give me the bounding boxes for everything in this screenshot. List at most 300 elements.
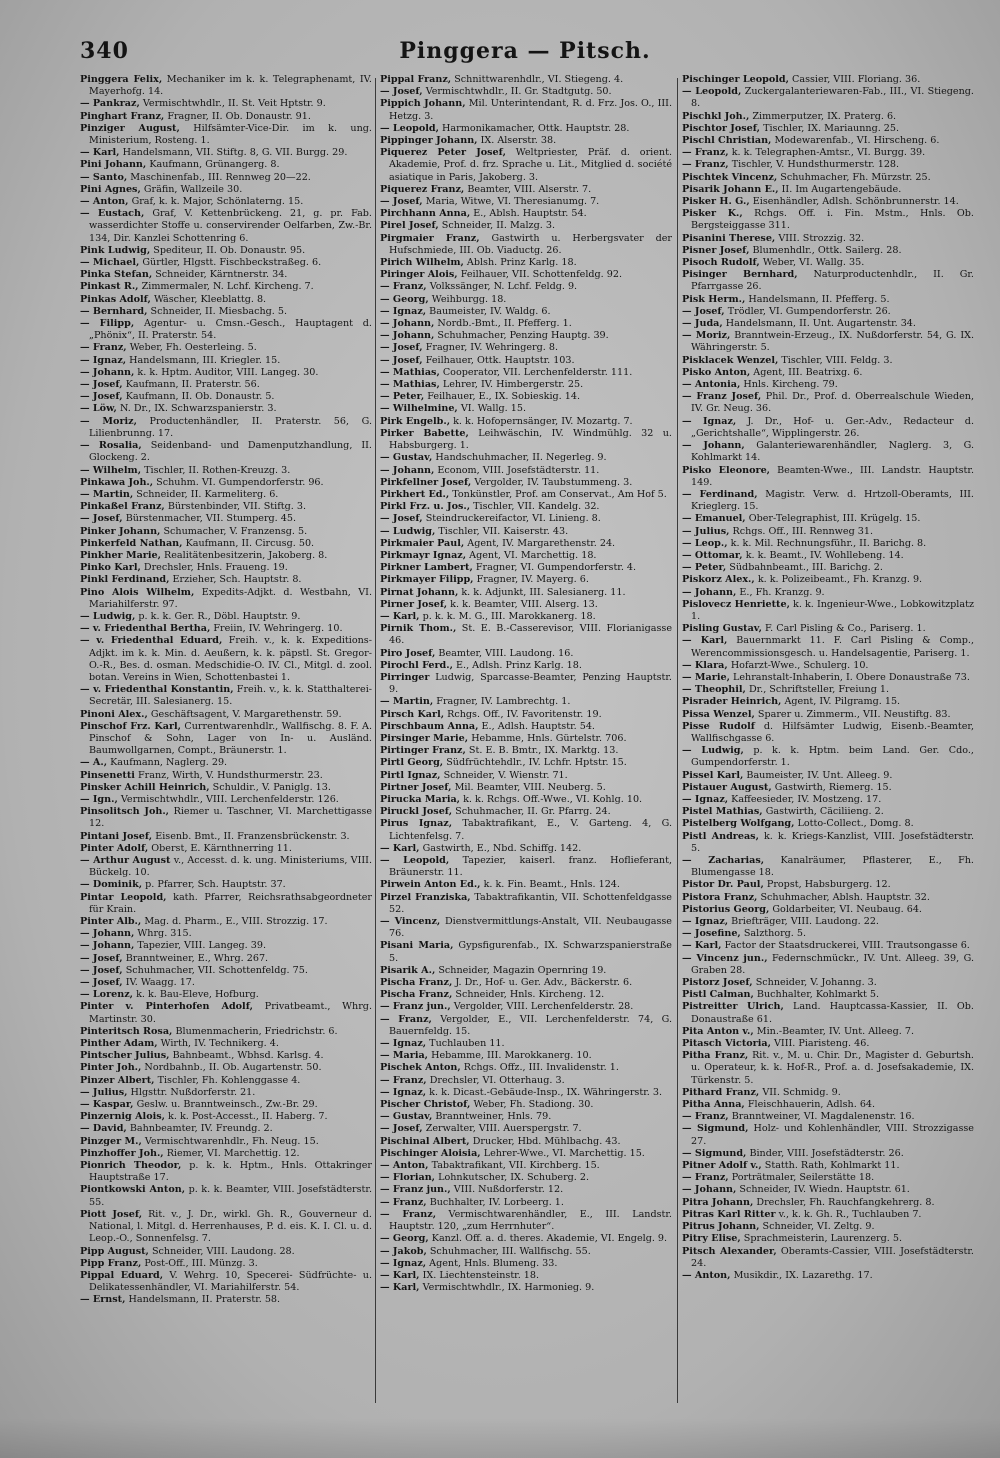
entry-name: — Karl,	[682, 940, 722, 952]
directory-entry	[682, 770, 974, 782]
entry-name: — Ignaz,	[380, 1257, 427, 1269]
entry-details: Kaufmann, Grünangerg. 8.	[149, 159, 280, 171]
entry-details: p. k. k. Hptm., Hnls. Ottakringer Hauptstraße 17.	[89, 1160, 372, 1184]
entry-details: Fleischhauerin, Adlsh. 64.	[747, 1099, 876, 1111]
directory-entry	[380, 98, 672, 122]
entry-name: Pini Agnes,	[80, 183, 141, 195]
entry-name: — Johann,	[682, 586, 737, 598]
entry-details: Rchgs. Offz., III. Invalidenstr. 1.	[463, 1062, 619, 1074]
entry-details: Agent, IV. Pilgramg. 15.	[784, 696, 901, 708]
entry-name: Pirtinger Franz,	[380, 745, 466, 757]
entry-name: — Moriz,	[682, 330, 731, 342]
entry-details: Tischler, V. Hundsthurmerstr. 128.	[731, 159, 900, 171]
entry-name: — Franz,	[380, 281, 427, 293]
directory-entry	[80, 513, 372, 525]
entry-name: — Johann,	[380, 318, 435, 330]
entry-name: — Franz jun.,	[380, 1184, 451, 1196]
directory-entry	[682, 550, 974, 562]
entry-name: Pink Ludwig,	[80, 244, 151, 256]
directory-entry	[380, 660, 672, 672]
entry-details: Drechsler, Fh. Rauchfangkehrerg. 8.	[756, 1196, 935, 1208]
entry-name: — Karl,	[80, 147, 120, 159]
entry-details: Dr., Schriftsteller, Freiung 1.	[748, 684, 890, 696]
entry-details: Lehrer-Wwe., VI. Marchettig. 15.	[483, 1147, 645, 1159]
entry-name: — Ignaz,	[380, 305, 427, 317]
directory-entry	[682, 660, 974, 672]
entry-name: Pirich Wilhelm,	[380, 257, 464, 269]
directory-entry	[682, 159, 974, 171]
entry-details: Eisenhändler, Adlsh. Schönbrunnerstr. 14.	[752, 196, 959, 208]
entry-name: Pirel Josef,	[380, 220, 439, 232]
directory-entry	[682, 233, 974, 245]
directory-entry	[80, 1001, 372, 1025]
entry-name: Pirschbaum Anna,	[380, 720, 479, 732]
directory-entry	[682, 672, 974, 684]
entry-details: Whrg. 315.	[137, 928, 192, 940]
entry-name: — Josef,	[80, 379, 123, 391]
directory-columns	[80, 74, 978, 1414]
directory-entry	[80, 159, 372, 171]
directory-entry	[682, 782, 974, 794]
directory-entry	[80, 98, 372, 110]
directory-entry	[80, 147, 372, 159]
entry-details: VIII. Strozzig. 32.	[778, 232, 865, 244]
entry-details: Drucker, Hbd. Mühlbachg. 43.	[472, 1135, 621, 1147]
directory-entry	[380, 355, 672, 367]
entry-name: Pirk Engelb.,	[380, 415, 451, 427]
entry-details: Holz- und Kohlenhändler, VIII. Strozzigasse 27.	[691, 1123, 974, 1147]
entry-name: Pirner Josef,	[380, 598, 448, 610]
entry-name: — Ludwig,	[380, 525, 436, 537]
entry-name: Pino Alois Wilhelm,	[80, 586, 195, 598]
entry-name: Pintar Leopold,	[80, 891, 167, 903]
directory-entry	[80, 294, 372, 306]
entry-name: Pinko Karl,	[80, 562, 141, 574]
entry-name: Pinsenetti	[80, 769, 135, 781]
entry-details: Fragner, II. Ob. Donaustr. 91.	[167, 110, 311, 122]
directory-entry	[80, 489, 372, 501]
entry-name: Pisarik Johann E.,	[682, 183, 779, 195]
entry-name: Pisani Maria,	[380, 940, 454, 952]
column-2	[380, 74, 672, 1414]
entry-name: Pinsker Achill Heinrich,	[80, 781, 210, 793]
entry-details: Rchgs. Off. i. Fin. Mstm., Hnls. Ob. Bergsteiggasse 311.	[691, 208, 974, 232]
directory-entry	[682, 330, 974, 354]
directory-entry	[80, 123, 372, 147]
entry-details: k. k. Beamt., IV. Wohllebeng. 14.	[745, 549, 904, 561]
entry-details: VI. Wallg. 15.	[460, 403, 527, 415]
page-header	[80, 38, 970, 68]
entry-name: Piquerez Peter Josef,	[380, 147, 506, 159]
entry-name: Pinkher Marie,	[80, 549, 161, 561]
entry-name: — Martin,	[80, 488, 134, 500]
entry-name: — Sigmund,	[682, 1123, 749, 1135]
entry-name: Pinziger August,	[80, 122, 180, 134]
entry-name: Pisinger Bernhard,	[682, 269, 798, 281]
entry-name: Pitsch Alexander,	[682, 1245, 777, 1257]
directory-entry	[80, 1111, 372, 1123]
entry-name: — Johann,	[682, 440, 745, 452]
directory-entry	[380, 1099, 672, 1111]
entry-details: E., Adlsh. Prinz Karlg. 18.	[456, 659, 582, 671]
entry-details: Hilfsämter-Vice-Dir. im k. ung. Ministerium, Rosteng. 1.	[89, 122, 372, 147]
entry-name: Pirchhann Anna,	[380, 208, 471, 220]
entry-name: — Juda,	[682, 318, 723, 330]
directory-entry	[682, 245, 974, 257]
directory-entry	[380, 574, 672, 586]
entry-name: Pinter Adolf,	[80, 842, 149, 854]
entry-details: Feilhauer, VII. Schottenfeldg. 92.	[460, 269, 623, 281]
directory-entry	[380, 1050, 672, 1062]
directory-entry	[80, 1136, 372, 1148]
entry-name: Pischl Christian,	[682, 135, 772, 147]
entry-details: Hofarzt-Wwe., Schulerg. 10.	[730, 659, 869, 671]
entry-name: Pinschof Frz. Karl,	[80, 720, 181, 732]
entry-details: Südbahnbeamt., III. Barichg. 2.	[729, 562, 883, 574]
entry-name: Pirkmayer Filipp,	[380, 574, 474, 586]
entry-details: Buchhalter, IV. Lorbeerg. 1.	[429, 1196, 564, 1208]
directory-entry	[80, 379, 372, 391]
directory-entry	[380, 416, 672, 428]
entry-details: Cassier, VIII. Floriang. 36.	[792, 74, 921, 85]
entry-name: Piott Josef,	[80, 1208, 143, 1220]
directory-entry	[682, 391, 974, 415]
entry-name: Pistl Andreas,	[682, 830, 759, 842]
entry-name: Pinzhoffer Joh.,	[80, 1147, 164, 1159]
directory-entry	[380, 403, 672, 415]
directory-entry	[380, 1075, 672, 1087]
entry-details: Fragner, IV. Wehringerg. 8.	[425, 342, 558, 354]
directory-entry	[682, 940, 974, 952]
directory-entry	[80, 965, 372, 977]
entry-name: Pisklacek Wenzel,	[682, 354, 779, 366]
directory-entry	[80, 623, 372, 635]
entry-details: Tapezier, kaiserl. franz. Hoflieferant, Bräunerstr. 11.	[389, 855, 672, 879]
entry-details: Econom, VIII. Josefstädterstr. 11.	[437, 464, 600, 476]
directory-entry	[80, 1184, 372, 1208]
directory-entry	[80, 196, 372, 208]
entry-name: — Johann,	[380, 464, 435, 476]
entry-name: Pisker H. G.,	[682, 196, 750, 208]
entry-name: Pisner Josef,	[682, 244, 750, 256]
entry-details: Schuldir., V. Paniglg. 13.	[212, 781, 331, 793]
directory-entry	[380, 489, 672, 501]
entry-name: Pippal Franz,	[380, 74, 452, 85]
directory-entry	[80, 1160, 372, 1184]
entry-details: k. k. Kriegs-Kanzlist, VIII. Josefstädterstr. 5.	[691, 830, 974, 854]
directory-entry	[380, 745, 672, 757]
entry-name: — Franz jun.,	[380, 1001, 451, 1013]
directory-entry	[80, 1026, 372, 1038]
directory-entry	[682, 74, 974, 86]
entry-details: Weltpriester, Präf. d. orient. Akademie, Prof. d. frz. Sprache u. Lit., Mitglied d. société asiatique in Paris, Jakoberg. 3.	[389, 147, 672, 183]
entry-details: Hnls. Kircheng. 79.	[743, 379, 838, 391]
entry-details: Kaufmann, II. Circusg. 50.	[185, 537, 315, 549]
directory-entry	[80, 477, 372, 489]
directory-entry	[80, 782, 372, 794]
directory-entry	[380, 318, 672, 330]
entry-name: — Ignaz,	[682, 415, 737, 427]
entry-details: Goldarbeiter, VI. Neubaug. 64.	[772, 903, 922, 915]
directory-entry	[380, 855, 672, 879]
directory-entry	[80, 1099, 372, 1111]
entry-details: Schneider, II. Malzg. 3.	[441, 220, 556, 232]
entry-details: E., Adlsh. Hauptstr. 54.	[481, 720, 595, 732]
entry-details: Branntweiner, E., Whrg. 267.	[125, 952, 269, 964]
entry-details: Mechaniker im k. k. Telegraphenamt, IV. Mayerhofg. 14.	[89, 74, 372, 98]
entry-details: Geschäftsagent, V. Margarethenstr. 59.	[150, 708, 342, 720]
entry-details: Maschinenfab., III. Rennweg 20—22.	[130, 171, 311, 183]
directory-entry	[380, 1038, 672, 1050]
entry-name: Pitha Anna,	[682, 1099, 745, 1111]
directory-entry	[80, 1148, 372, 1160]
entry-details: Maria, Witwe, VI. Theresianumg. 7.	[425, 196, 600, 208]
entry-name: — Anton,	[682, 1269, 731, 1281]
entry-details: IX. Alserstr. 38.	[480, 135, 557, 147]
entry-details: Schneider, Magazin Opernring 19.	[438, 964, 607, 976]
directory-entry	[380, 465, 672, 477]
entry-details: Beamter, VIII. Alserstr. 7.	[467, 183, 592, 195]
directory-entry	[380, 86, 672, 98]
entry-name: — Ign.,	[80, 793, 118, 805]
entry-name: — Julius,	[80, 1086, 128, 1098]
directory-entry	[682, 623, 974, 635]
entry-details: k. k. Fin. Beamt., Hnls. 124.	[483, 879, 620, 891]
entry-details: Branntweiner, Hnls. 79.	[435, 1111, 552, 1123]
entry-details: V. Wehrg. 10, Specerei- Südfrüchte- u. Delikatessenhändler, VI. Mariahilferstr. 54.	[89, 1269, 372, 1294]
directory-entry	[380, 1270, 672, 1282]
entry-details: Oberamts-Cassier, VIII. Josefstädterstr. 24.	[691, 1245, 974, 1269]
entry-details: Schuhmacher, VII. Schottenfeldg. 75.	[125, 964, 308, 976]
entry-name: Pischek Anton,	[380, 1062, 461, 1074]
entry-name: Pitner Adolf v.,	[682, 1160, 762, 1172]
entry-details: k. k. Hofopernsänger, IV. Mozartg. 7.	[453, 415, 633, 427]
directory-entry	[80, 940, 372, 952]
entry-details: Cooperator, VII. Lerchenfelderstr. 111.	[442, 366, 633, 378]
entry-name: Pisarik A.,	[380, 964, 436, 976]
directory-entry	[380, 770, 672, 782]
entry-name: — Josef,	[380, 354, 423, 366]
directory-entry	[80, 208, 372, 245]
entry-name: Pini Johann,	[80, 159, 147, 171]
entry-details: Hebamme, Hnls. Gürtelstr. 706.	[471, 732, 627, 744]
entry-name: — Eustach,	[80, 208, 145, 220]
entry-details: Geslw. u. Branntweinsch., Zw.-Br. 29.	[136, 1099, 318, 1111]
entry-details: Schumacher, V. Franzensg. 5.	[163, 525, 308, 537]
entry-name: — Michael,	[80, 257, 140, 269]
entry-name: — Bernhard,	[80, 305, 148, 317]
entry-name: — Löw,	[80, 403, 117, 415]
directory-entry	[380, 379, 672, 391]
entry-details: Tischler, VII. Kandelg. 32.	[473, 501, 600, 513]
entry-details: Rit. v., J. Dr., wirkl. Gh. R., Gouverneur d. National, l. Mitgl. d. Herrenhauses, P. d. eis. K. I. Cl. u. d. Leop.-O., Sonnenfelsg. 7.	[89, 1208, 372, 1245]
entry-name: — Klara,	[682, 659, 728, 671]
entry-name: Pippinger Johann,	[380, 135, 478, 147]
entry-details: Feilhauer, Ottk. Hauptstr. 103.	[425, 354, 575, 366]
directory-entry	[380, 501, 672, 513]
entry-details: Tischler, VIII. Feldg. 3.	[781, 354, 893, 366]
directory-entry	[682, 306, 974, 318]
directory-entry	[682, 465, 974, 489]
entry-name: — Franz,	[380, 1208, 437, 1220]
entry-details: Gastwirth, Cäciliieng. 2.	[765, 806, 884, 818]
entry-details: Baumeister, IV. Waldg. 6.	[429, 305, 551, 317]
entry-details: Schuhm. VI. Gumpendorferstr. 96.	[156, 476, 324, 488]
directory-entry	[682, 696, 974, 708]
column-3	[682, 74, 974, 1414]
directory-entry	[80, 111, 372, 123]
directory-entry	[682, 1172, 974, 1184]
directory-entry	[80, 172, 372, 184]
entry-name: — Emanuel,	[682, 513, 746, 525]
entry-details: k. k. Dicast.-Gebäude-Insp., IX. Währingerstr. 3.	[429, 1086, 662, 1098]
entry-details: VIII. Nußdorferstr. 12.	[453, 1184, 564, 1196]
directory-entry	[80, 1258, 372, 1270]
entry-name: — Franz,	[682, 1111, 729, 1123]
entry-details: Weber, Fh. Oesterleing. 5.	[129, 342, 257, 354]
directory-entry	[80, 1209, 372, 1246]
entry-details: Vermischtwhdlr., II. St. Veit Hptstr. 9.	[142, 98, 326, 110]
entry-details: Kanalräumer, Pflasterer, E., Fh. Blumengasse 18.	[691, 855, 974, 879]
entry-details: Briefträger, VIII. Laudong. 22.	[731, 916, 879, 928]
entry-details: Agent, VI. Marchettig. 18.	[469, 549, 597, 561]
entry-name: — Ignaz,	[80, 354, 127, 366]
entry-name: — Josef,	[380, 342, 423, 354]
entry-name: — Josef,	[80, 391, 123, 403]
directory-entry	[380, 562, 672, 574]
entry-details: Naturproductenhdlr., II. Gr. Pfarrgasse 26.	[691, 269, 974, 293]
entry-name: — Ludwig,	[80, 610, 136, 622]
entry-details: Steindruckereifactor, VI. Linieng. 8.	[425, 513, 601, 525]
entry-name: — Peter,	[380, 391, 425, 403]
entry-details: Schneider, II. Miesbachg. 5.	[150, 305, 288, 317]
entry-name: — Vincenz,	[380, 916, 441, 928]
entry-details: Gastwirth u. Herbergsvater der Hufschmiede, III. Ob. Viaductg. 26.	[389, 232, 672, 256]
entry-name: Pinghart Franz,	[80, 110, 165, 122]
directory-entry	[682, 794, 974, 806]
entry-details: Propst, Habsburgerg. 12.	[766, 879, 891, 891]
directory-entry	[380, 1062, 672, 1074]
entry-details: J. Dr., Hof- u. Ger.-Adv., Redacteur d. „Gerichtshalle“, Wipplingerstr. 26.	[691, 415, 974, 439]
entry-name: Pinkas Adolf,	[80, 293, 151, 305]
directory-entry	[80, 538, 372, 550]
directory-entry	[380, 1233, 672, 1245]
entry-details: Sprachmeisterin, Laurenzerg. 5.	[743, 1233, 903, 1245]
entry-name: — Sigmund,	[682, 1147, 747, 1159]
entry-name: — Josef,	[380, 86, 423, 98]
entry-details: Sparer u. Zimmerm., VII. Neustiftg. 83.	[757, 708, 951, 720]
entry-details: k. k. Beamter, VIII. Alserg. 13.	[450, 598, 598, 610]
entry-details: Blumenhdlr., Ottk. Sailerg. 28.	[752, 244, 902, 256]
entry-details: Oberst, E. Kärnthnerring 11.	[151, 842, 292, 854]
entry-details: Land. Hauptcassa-Kassier, II. Ob. Donaustraße 61.	[691, 1001, 974, 1025]
entry-name: — Ignaz,	[682, 793, 729, 805]
entry-details: Erzieher, Sch. Hauptstr. 8.	[172, 574, 302, 586]
entry-details: Tischler, VII. Kaiserstr. 43.	[438, 525, 569, 537]
entry-details: VIII. Piaristeng. 46.	[773, 1038, 870, 1050]
entry-details: Schuhmacher, Penzing Hauptg. 39.	[437, 330, 609, 342]
entry-name: Pitras Karl Ritter	[682, 1208, 776, 1220]
entry-name: — Ignaz,	[380, 1086, 427, 1098]
directory-entry	[80, 635, 372, 684]
directory-entry	[380, 818, 672, 842]
directory-entry	[682, 1148, 974, 1160]
entry-name: — v. Friedenthal Konstantin,	[80, 684, 234, 696]
entry-details: Factor der Staatsdruckerei, VIII. Trautsongasse 6.	[724, 940, 970, 952]
directory-entry	[380, 123, 672, 135]
entry-name: — Karl,	[682, 635, 728, 647]
directory-entry	[380, 1246, 672, 1258]
entry-name: — Filipp,	[80, 318, 135, 330]
entry-details: Handelsmann, II. Praterstr. 58.	[128, 1294, 281, 1306]
directory-entry	[682, 318, 974, 330]
entry-details: Drechsler, Hnls. Fraueng. 19.	[143, 562, 288, 574]
directory-entry	[80, 269, 372, 281]
entry-details: p. k. k. Hptm. beim Land. Ger. Cdo., Gumpendorferstr. 1.	[691, 745, 974, 769]
entry-details: Freih. v., k. k. Expeditions-Adjkt. im k. k. Min. d. Aeußern, k. k. päpstl. St. Gregor-O.-R., Bes. d. osman. Medschidie-O. IV. Cl., Mitgl. d. zool. botan. Vereins in Wien, Schottenbastei 1.	[89, 635, 372, 683]
entry-details: Tapezier, VIII. Langeg. 39.	[137, 940, 267, 952]
entry-name: — Johann,	[80, 940, 135, 952]
directory-entry	[682, 526, 974, 538]
directory-entry	[380, 709, 672, 721]
entry-name: Pinkast R.,	[80, 281, 139, 293]
directory-entry	[682, 831, 974, 855]
entry-details: Schuhmacher, III. Wallfischg. 55.	[429, 1245, 591, 1257]
entry-name: Pinker Johann,	[80, 525, 161, 537]
entry-name: — Ignaz,	[380, 1038, 427, 1050]
entry-name: — Franz,	[80, 342, 127, 354]
entry-details: Statth. Rath, Kohlmarkt 11.	[764, 1160, 900, 1172]
entry-name: Pischa Franz,	[380, 989, 453, 1001]
entry-name: Piontkowski Anton,	[80, 1184, 186, 1196]
directory-entry	[380, 74, 672, 86]
directory-entry	[682, 721, 974, 745]
entry-details: kath. Pfarrer, Reichsrathsabgeordneter für Krain.	[89, 891, 372, 915]
directory-entry	[682, 416, 974, 440]
entry-name: — Franz,	[380, 1074, 427, 1086]
directory-entry	[380, 1160, 672, 1172]
directory-entry	[682, 684, 974, 696]
entry-details: k. k. Bau-Eleve, Hofburg.	[136, 989, 259, 1001]
entry-name: — Josef,	[80, 964, 123, 976]
entry-details: F. Carl Pisling & Co., Pariserg. 1.	[764, 623, 926, 635]
entry-details: Volkssänger, N. Lchf. Feldg. 9.	[429, 281, 578, 293]
entry-details: Kaufmann, II. Ob. Donaustr. 5.	[125, 391, 275, 403]
entry-name: Pinther Adam,	[80, 1038, 158, 1050]
entry-name: Piquerez Franz,	[380, 183, 465, 195]
entry-details: VII. Schmidg. 9.	[762, 1086, 841, 1098]
entry-name: Pirgmaier Franz,	[380, 232, 480, 244]
entry-name: Piro Josef,	[380, 647, 436, 659]
directory-entry	[380, 526, 672, 538]
directory-entry	[80, 879, 372, 891]
entry-details: Graf, k. k. Major, Schönlaterng. 15.	[131, 196, 304, 208]
entry-details: Branntwein-Erzeug., IX. Nußdorferstr. 54, G. IX. Währingerstr. 5.	[691, 330, 974, 354]
entry-details: Gürtler, Hlgstt. Fischbeckstraßeg. 6.	[142, 257, 322, 269]
entry-details: k. k. Rchgs. Off.-Wwe., VI. Kohlg. 10.	[463, 793, 643, 805]
directory-entry	[80, 281, 372, 293]
entry-name: — Ferdinand,	[682, 488, 758, 500]
directory-entry	[380, 135, 672, 147]
directory-entry	[682, 1123, 974, 1147]
directory-entry	[380, 892, 672, 916]
entry-name: Pistauer August,	[682, 781, 772, 793]
entry-name: Pirtl Georg,	[380, 757, 444, 769]
entry-details: Zimmerputzer, IX. Praterg. 6.	[752, 110, 897, 122]
directory-entry	[380, 306, 672, 318]
entry-name: — Mathias,	[380, 379, 440, 391]
entry-details: E., Ablsh. Hauptstr. 54.	[473, 208, 587, 220]
